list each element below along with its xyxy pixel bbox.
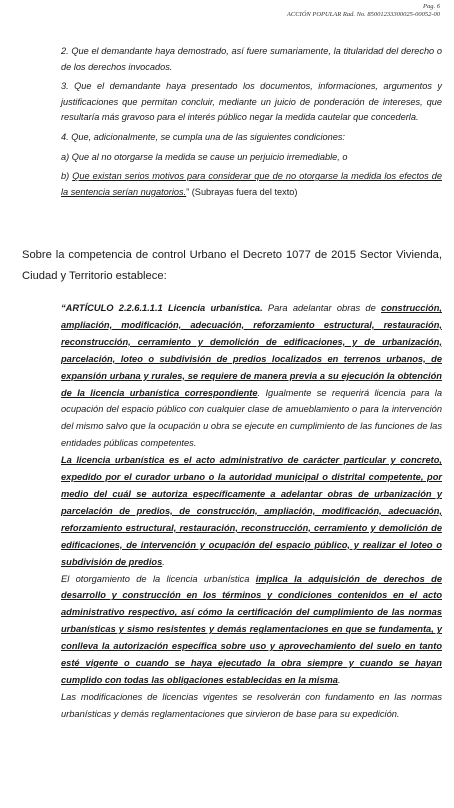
condition-b-underlined: Que existan serios motivos para considerar que de no otorgarse la medida los efectos de la sentencia serían nugatorios. <box>61 171 442 197</box>
page-number: Pag. 6 <box>423 3 440 10</box>
article-quote <box>61 300 442 723</box>
article-title: “ARTÍCULO 2.2.6.1.1.1 Licencia urbanística. <box>61 303 263 313</box>
article-paragraph-4: Las modificaciones de licencias vigentes se resolverán con fundamento en las normas urbanísticas y demás reglamentaciones que sirvieron de base para su expedición. <box>61 691 442 719</box>
condition-b: b) Que existan serios motivos para considerar que de no otorgarse la medida los efectos de la sentencia serían nugatorios.” (Subrayas fuera del texto) <box>61 171 442 197</box>
article-paragraph-1: “ARTÍCULO 2.2.6.1.1.1 Licencia urbanística. Para adelantar obras de construcción, ampliación, modificación, adecuación, reforzamiento estructural, restauración, reconstrucción, cerramiento y demolición de edificaciones, y de urbanización, parcelación, loteo o subdivisión de predios localizados en terrenos urbanos, de expansión urbana y rurales, se requiere de manera previa a su ejecución la obtención de la licencia urbanística correspondiente. Igualmente se requerirá licencia para la ocupación del espacio público con cualquier clase de amueblamiento o para la intervención del mismo salvo que la ocupación u obra se ejecute en cumplimiento de las funciones de las entidades públicas competentes. <box>61 303 443 449</box>
condition-a: a) Que al no otorgarse la medida se cause un perjuicio irremediable, o <box>61 151 348 162</box>
article-paragraph-3: El otorgamiento de la licencia urbanística implica la adquisición de derechos de desarrollo y construcción en los términos y condiciones contenidos en el acto administrativo respectivo, así cómo la certificación del cumplimiento de las normas urbanísticas y sismo resistentes y demás reglamentaciones en que se fundamenta, y conlleva la autorización específica sobre uso y aprovechamiento del suelo en tanto esté vigente o cuando se haya ejecutado la obra siempre y cuando se hayan cumplido con todas las obligaciones establecidas en la misma. <box>61 573 442 685</box>
condition-b-note: ” (Subrayas fuera del texto) <box>186 186 298 197</box>
article-p3-emphasis: implica la adquisición de derechos de desarrollo y construcción en los términos y condiciones contenidos en el acto administrativo respectivo, así cómo la certificación del cumplimiento de las normas urbanísticas y sismo resistentes y demás reglamentaciones en que se fundamenta, y conlleva la autorización específica sobre uso y aprovechamiento del suelo en tanto esté vigente o cuando se haya ejecutado la obra siempre y cuando se hayan cumplido con todas las obligaciones establecidas en la misma <box>61 573 442 685</box>
article-p1-emphasis: construcción, ampliación, modificación, adecuación, reforzamiento estructural, restauración, reconstrucción, cerramiento y demolición de edificaciones, y de urbanización, parcelación, loteo o subdivisión de predios localizados en terrenos urbanos, de expansión urbana y rurales, se requiere de manera previa a su ejecución la obtención de la licencia urbanística correspondiente <box>61 303 442 398</box>
case-reference: ACCIÓN POPULAR Rad. No. 85001233300025-00052-00 <box>286 11 440 18</box>
article-paragraph-2: La licencia urbanística es el acto administrativo de carácter particular y concreto, expedido por el curador urbano o la autoridad municipal o distrital competente, por medio del cuál se autoriza específicamente a adelantar obras de urbanización y parcelación de predios, de construcción, ampliación, modificación, adecuación, reforzamiento estructural, restauración, reconstrucción, cerramiento y demolición de edificaciones, de intervención y ocupación del espacio público, y realizar el loteo o subdivisión de predios. <box>61 455 442 567</box>
conditions-quote <box>61 44 442 200</box>
intro-paragraph: Sobre la competencia de control Urbano el Decreto 1077 de 2015 Sector Vivienda, Ciudad y Territorio establece: <box>22 249 442 282</box>
condition-2: 2. Que el demandante haya demostrado, así fuere sumariamente, la titularidad del derecho o de los derechos invocados. <box>61 46 442 72</box>
article-p2-emphasis: La licencia urbanística es el acto administrativo de carácter particular y concreto, expedido por el curador urbano o la autoridad municipal o distrital competente, por medio del cuál se autoriza específicamente a adelantar obras de urbanización y parcelación de predios, de construcción, ampliación, modificación, adecuación, reforzamiento estructural, restauración, reconstrucción, cerramiento y demolición de edificaciones, de intervención y ocupación del espacio público, y realizar el loteo o subdivisión de predios <box>61 455 442 567</box>
page-header <box>287 3 440 19</box>
condition-3: 3. Que el demandante haya presentado los documentos, informaciones, argumentos y justificaciones que permitan concluir, mediante un juicio de ponderación de intereses, que resultaría más gravoso para el interés público negar la medida cautelar que concederla. <box>61 81 442 123</box>
condition-4: 4. Que, adicionalmente, se cumpla una de las siguientes condiciones: <box>61 131 345 142</box>
